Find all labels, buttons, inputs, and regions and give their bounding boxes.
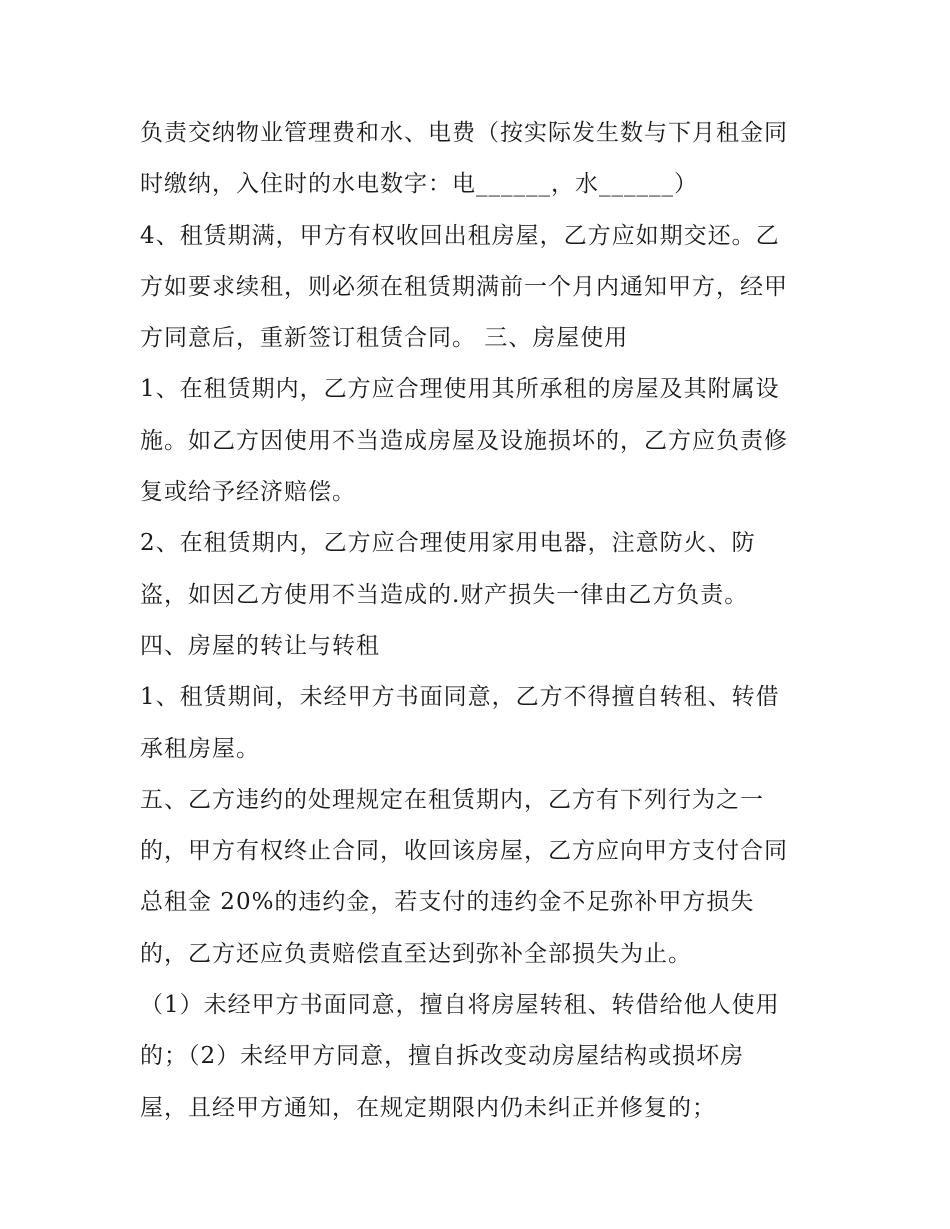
text-line: 2、在租赁期内，乙方应合理使用家用电器，注意防火、防 [140, 530, 756, 557]
text-line: （1）未经甲方书面同意，擅自将房屋转租、转借给他人使用 [140, 992, 780, 1019]
text-line: 承租房屋。 [140, 735, 260, 762]
text-line: 的，乙方还应负责赔偿直至达到弥补全部损失为止。 [140, 940, 692, 967]
text-line: 盗，如因乙方使用不当造成的.财产损失一律由乙方负责。 [140, 581, 749, 608]
text-line: 4、租赁期满，甲方有权收回出租房屋，乙方应如期交还。乙 [140, 222, 780, 249]
text-line: 施。如乙方因使用不当造成房屋及设施损坏的，乙方应负责修 [140, 427, 788, 454]
document-body [140, 108, 830, 1134]
text-line: 屋，且经甲方通知，在规定期限内仍未纠正并修复的； [140, 1094, 716, 1121]
text-line: 负责交纳物业管理费和水、电费（按实际发生数与下月租金同 [140, 120, 788, 146]
text-line: 的，甲方有权终止合同，收回该房屋，乙方应向甲方支付合同 [140, 838, 788, 865]
text-line: 1、在租赁期内，乙方应合理使用其所承租的房屋及其附属设 [140, 376, 780, 403]
text-line: 方同意后，重新签订租赁合同。 三、房屋使用 [140, 325, 629, 352]
text-line: 五、乙方违约的处理规定在租赁期内，乙方有下列行为之一 [140, 786, 764, 813]
text-line: 时缴纳，入住时的水电数字：电______，水______） [140, 171, 698, 198]
text-line: 方如要求续租，则必须在租赁期满前一个月内通知甲方，经甲 [140, 273, 788, 300]
text-line: 复或给予经济赔偿。 [140, 479, 356, 506]
text-line: 的；（2）未经甲方同意，擅自拆改变动房屋结构或损坏房 [140, 1043, 745, 1070]
text-line: 总租金 20%的违约金，若支付的违约金不足弥补甲方损失 [140, 889, 755, 916]
text-line: 1、租赁期间，未经甲方书面同意，乙方不得擅自转租、转借 [140, 684, 780, 711]
text-line: 四、房屋的转让与转租 [140, 632, 380, 659]
